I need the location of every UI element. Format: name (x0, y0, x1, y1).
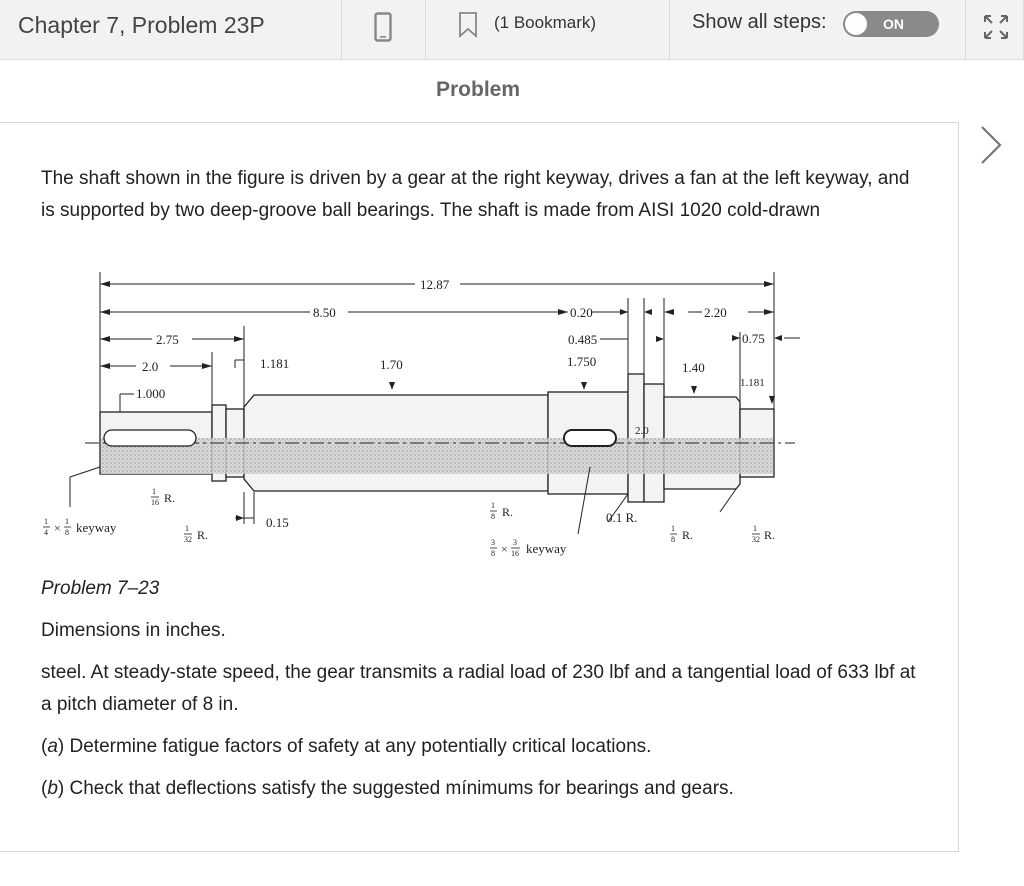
bookmark-cell[interactable] (426, 0, 670, 60)
svg-text:1: 1 (671, 524, 675, 533)
radius-1-32-right: R. (764, 528, 776, 542)
part-a: (a) Determine fatigue factors of safety at any potentially critical locations. (41, 736, 652, 757)
keyway-right-label: keyway (526, 541, 567, 556)
radius-1-8-right: R. (682, 528, 694, 542)
section-title: Problem (435, 78, 521, 101)
next-chevron-icon[interactable] (978, 124, 1004, 166)
dim-0-20: 0.20 (570, 305, 593, 320)
bookmark-label[interactable]: (1 Bookmark) (494, 13, 597, 32)
dim-1-750: 1.750 (567, 354, 597, 369)
part-b-letter: b (47, 778, 58, 799)
show-steps-toggle[interactable] (843, 11, 939, 37)
dim-0-15: 0.15 (266, 515, 289, 530)
svg-text:1: 1 (65, 517, 69, 526)
figure-caption: Problem 7–23 (41, 578, 160, 599)
problem-continuation: steel. At steady-state speed, the gear transmits a radial load of 230 lbf and a tangential load of 633 lbf at a pitch diameter of 8 in. (41, 662, 916, 715)
top-toolbar (0, 0, 1024, 60)
dim-2-0-collar: 2.0 (635, 425, 649, 437)
svg-text:1: 1 (491, 501, 495, 510)
bookmark-icon[interactable] (458, 12, 478, 38)
svg-text:8: 8 (491, 549, 495, 558)
dim-0-485: 0.485 (568, 332, 598, 347)
dim-2-75: 2.75 (156, 332, 179, 347)
device-toggle-cell[interactable] (342, 0, 426, 60)
toggle-state-label: ON (883, 16, 904, 32)
part-a-letter: a (47, 736, 58, 757)
dimensions-note: Dimensions in inches. (41, 620, 226, 641)
keyway-left-label: keyway (76, 520, 117, 535)
svg-text:3: 3 (513, 538, 517, 547)
radius-1-32-left: R. (197, 528, 209, 542)
dim-0-75: 0.75 (742, 331, 765, 346)
chapter-title: Chapter 7, Problem 23P (18, 12, 265, 38)
svg-text:1: 1 (44, 517, 48, 526)
show-steps-label: Show all steps: (692, 11, 827, 33)
toggle-knob (845, 13, 867, 35)
svg-text:8: 8 (491, 512, 495, 521)
dim-1-181-right: 1.181 (740, 377, 765, 389)
svg-text:1: 1 (185, 524, 189, 533)
svg-text:4: 4 (44, 528, 48, 537)
part-a-text: Determine fatigue factors of safety at any potentially critical locations. (69, 736, 652, 757)
svg-text:1: 1 (753, 524, 757, 533)
radius-1-8-left: R. (502, 505, 514, 519)
dim-1-70: 1.70 (380, 357, 403, 372)
dim-2-20: 2.20 (704, 305, 727, 320)
radius-1-16: R. (164, 491, 176, 505)
shaft-figure (30, 262, 810, 572)
chapter-cell (0, 0, 342, 60)
problem-intro: The shaft shown in the figure is driven by a gear at the right keyway, drives a fan at the left keyway, and is supported by two deep-groove ball bearings. The shaft is made from AISI 1020 cold-drawn (41, 168, 910, 221)
expand-icon[interactable] (982, 13, 1010, 41)
svg-text:1: 1 (152, 487, 156, 496)
dim-8-50: 8.50 (313, 305, 336, 320)
dim-1-40: 1.40 (682, 360, 705, 375)
svg-text:×: × (54, 521, 61, 535)
left-keyway-slot (104, 430, 196, 446)
dim-0-1-radius: 0.1 R. (606, 510, 638, 525)
svg-text:3: 3 (491, 538, 495, 547)
svg-text:8: 8 (65, 528, 69, 537)
part-b-text: Check that deflections satisfy the suggested mínimums for bearings and gears. (69, 778, 734, 799)
show-steps-cell (670, 0, 966, 60)
part-b: (b) Check that deflections satisfy the suggested mínimums for bearings and gears. (41, 778, 734, 799)
dim-2-0: 2.0 (142, 359, 159, 374)
right-keyway-slot (564, 430, 616, 446)
svg-text:8: 8 (671, 535, 675, 544)
expand-cell[interactable] (966, 0, 1024, 60)
svg-text:32: 32 (752, 535, 760, 544)
svg-text:16: 16 (511, 549, 519, 558)
svg-text:16: 16 (151, 498, 159, 507)
mobile-device-icon[interactable] (374, 12, 392, 42)
dim-1-000: 1.000 (136, 386, 166, 401)
dim-overall: 12.87 (420, 277, 450, 292)
svg-text:32: 32 (184, 535, 192, 544)
svg-text:×: × (501, 542, 508, 556)
dim-1-181-left: 1.181 (260, 356, 290, 371)
